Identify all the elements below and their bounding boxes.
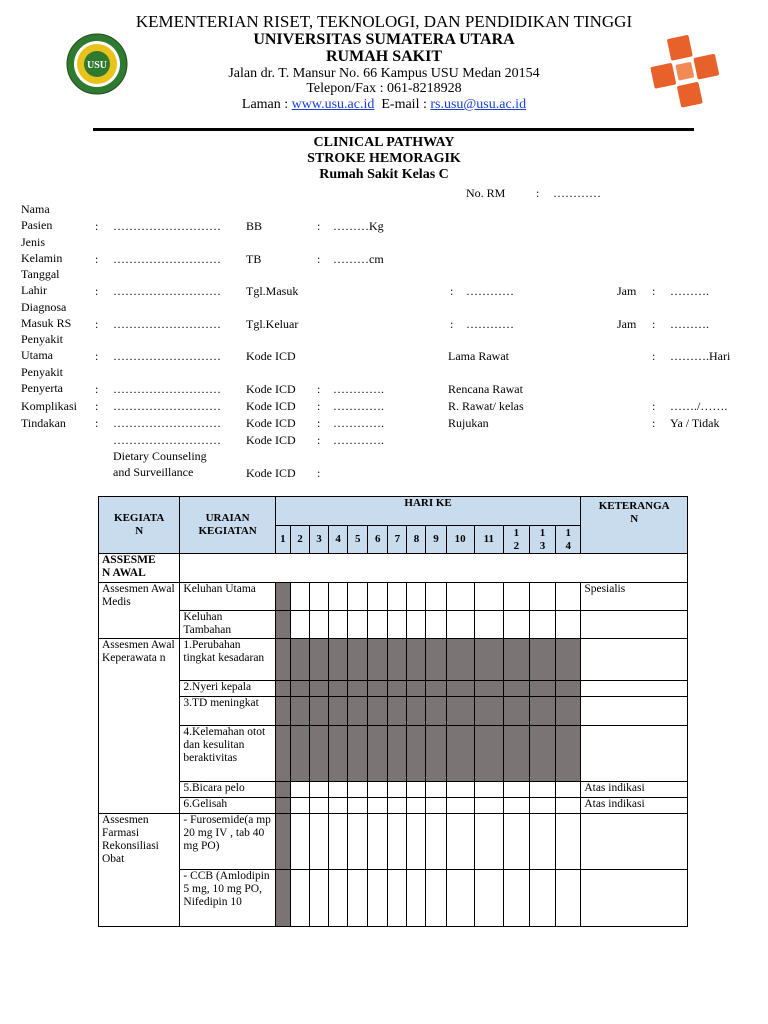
- day-cell[interactable]: [348, 611, 368, 639]
- day-cell[interactable]: [275, 870, 290, 927]
- day-cell[interactable]: [309, 639, 328, 681]
- day-cell[interactable]: [474, 639, 503, 681]
- clinical-pathway-table: [98, 496, 688, 927]
- day-cell[interactable]: [348, 681, 368, 697]
- day-cell[interactable]: [309, 814, 328, 870]
- keterangan-cell: [581, 870, 688, 927]
- day-cell[interactable]: [556, 697, 581, 726]
- uraian-cell: 6.Gelisah: [180, 798, 275, 814]
- day-cell[interactable]: [368, 681, 388, 697]
- day-cell[interactable]: [329, 726, 348, 782]
- colon: :: [652, 317, 656, 331]
- day-cell[interactable]: [368, 798, 388, 814]
- day-cell[interactable]: [290, 639, 309, 681]
- day-cell[interactable]: [348, 697, 368, 726]
- day-cell[interactable]: [348, 870, 368, 927]
- day-cell[interactable]: [529, 726, 555, 782]
- day-cell[interactable]: [503, 639, 529, 681]
- day-cell[interactable]: [529, 681, 555, 697]
- r-rawat-kelas-field[interactable]: ……./…….: [670, 399, 728, 413]
- day-cell[interactable]: [368, 782, 388, 798]
- ministry-name: KEMENTERIAN RISET, TEKNOLOGI, DAN PENDIDIKAN TINGGI: [135, 12, 633, 31]
- tgl-keluar-label: Tgl.Keluar: [246, 317, 299, 331]
- day-9: 9: [426, 526, 446, 554]
- day-cell[interactable]: [474, 798, 503, 814]
- tindakan-label: Tindakan: [21, 416, 66, 430]
- day-cell[interactable]: [446, 583, 474, 611]
- document-subtitle: STROKE HEMORAGIK: [307, 151, 461, 166]
- day-cell[interactable]: [407, 782, 426, 798]
- day-cell[interactable]: [348, 583, 368, 611]
- day-cell[interactable]: [309, 583, 328, 611]
- r-rawat-kelas-label: R. Rawat/ kelas: [448, 399, 524, 413]
- kegiatan-cell: Assesmen Awal Keperawata n: [99, 639, 180, 814]
- day-cell[interactable]: [388, 814, 407, 870]
- colon: :: [317, 433, 321, 447]
- table-row: [99, 726, 688, 782]
- rencana-rawat-label: Rencana Rawat: [448, 382, 523, 396]
- day-cell[interactable]: [309, 697, 328, 726]
- day-cell[interactable]: [407, 870, 426, 927]
- day-cell[interactable]: [529, 814, 555, 870]
- day-cell[interactable]: [446, 726, 474, 782]
- day-4: 4: [329, 526, 348, 554]
- keterangan-cell: [581, 697, 688, 726]
- table-row: [99, 870, 688, 927]
- day-cell[interactable]: [426, 798, 446, 814]
- day-cell[interactable]: [529, 798, 555, 814]
- day-cell[interactable]: [503, 870, 529, 927]
- colon: :: [450, 284, 454, 298]
- penyakit-penyerta-field[interactable]: ………………………: [113, 382, 221, 396]
- rujukan-label: Rujukan: [448, 416, 489, 430]
- tanggal-lahir-field[interactable]: ………………………: [113, 284, 221, 298]
- nama-pasien-field[interactable]: ………………………: [113, 219, 221, 233]
- jam-masuk-label: Jam: [617, 284, 637, 298]
- day-cell[interactable]: [388, 697, 407, 726]
- no-rm-field[interactable]: …………: [553, 186, 601, 200]
- day-cell[interactable]: [368, 611, 388, 639]
- header-kegiatan: KEGIATA N: [99, 497, 180, 554]
- day-cell[interactable]: [309, 681, 328, 697]
- header-keterangan: KETERANGA N: [581, 497, 688, 554]
- table-row: [99, 697, 688, 726]
- keterangan-cell: [581, 611, 688, 639]
- kegiatan-cell: Assesmen Farmasi Rekonsiliasi Obat: [99, 814, 180, 927]
- day-1: 1: [275, 526, 290, 554]
- day-cell[interactable]: [556, 870, 581, 927]
- day-cell[interactable]: [275, 814, 290, 870]
- day-cell[interactable]: [503, 814, 529, 870]
- tgl-masuk-label: Tgl.Masuk: [246, 284, 299, 298]
- day-cell[interactable]: [348, 726, 368, 782]
- day-cell[interactable]: [529, 782, 555, 798]
- day-cell[interactable]: [388, 870, 407, 927]
- colon: :: [652, 349, 656, 363]
- day-cell[interactable]: [290, 681, 309, 697]
- day-cell[interactable]: [503, 681, 529, 697]
- day-cell[interactable]: [407, 583, 426, 611]
- day-2: 2: [290, 526, 309, 554]
- day-cell[interactable]: [407, 611, 426, 639]
- day-cell[interactable]: [368, 583, 388, 611]
- day-cell[interactable]: [329, 611, 348, 639]
- colon: :: [317, 399, 321, 413]
- komplikasi-label: Komplikasi: [21, 399, 77, 413]
- day-cell[interactable]: [503, 611, 529, 639]
- colon: :: [95, 317, 99, 331]
- seal-initials: USU: [86, 60, 108, 71]
- day-cell[interactable]: [290, 697, 309, 726]
- day-3: 3: [309, 526, 328, 554]
- section-empty: [180, 554, 688, 583]
- uraian-cell: 3.TD meningkat: [180, 697, 275, 726]
- lama-rawat-field[interactable]: ……….Hari: [670, 349, 731, 363]
- diagnosa-masuk-label: Diagnosa Masuk RS: [21, 300, 72, 330]
- day-cell[interactable]: [275, 782, 290, 798]
- hospital-phone: Telepon/Fax : 061-8218928: [306, 81, 462, 96]
- day-cell[interactable]: [426, 681, 446, 697]
- day-cell[interactable]: [329, 583, 348, 611]
- no-rm-colon: :: [536, 186, 540, 200]
- website-link[interactable]: www.usu.ac.id: [291, 97, 375, 112]
- keterangan-cell: [581, 639, 688, 681]
- day-cell[interactable]: [426, 870, 446, 927]
- day-cell[interactable]: [503, 726, 529, 782]
- uraian-cell: - CCB (Amlodipin 5 mg, 10 mg PO, Nifedipin 10: [180, 870, 275, 927]
- day-cell[interactable]: [329, 814, 348, 870]
- day-cell[interactable]: [368, 870, 388, 927]
- day-cell[interactable]: [275, 726, 290, 782]
- no-rm-label: No. RM: [466, 186, 506, 200]
- colon: :: [95, 382, 99, 396]
- penyakit-utama-label: Penyakit Utama: [21, 332, 63, 362]
- web-label: Laman :: [241, 97, 292, 112]
- hospital-class: Rumah Sakit Kelas C: [319, 167, 449, 182]
- day-cell[interactable]: [446, 639, 474, 681]
- day-cell[interactable]: [446, 814, 474, 870]
- table-row: [99, 681, 688, 697]
- colon: :: [317, 382, 321, 396]
- hospital-address: Jalan dr. T. Mansur No. 66 Kampus USU Medan 20154: [228, 66, 540, 81]
- keterangan-cell: Spesialis: [581, 583, 688, 611]
- lama-rawat-label: Lama Rawat: [448, 349, 509, 363]
- day-cell[interactable]: [329, 782, 348, 798]
- colon: :: [652, 284, 656, 298]
- colon: :: [317, 466, 321, 480]
- kode-icd-label: Kode ICD: [246, 416, 296, 430]
- tgl-keluar-field[interactable]: …………: [466, 317, 514, 331]
- day-cell[interactable]: [329, 697, 348, 726]
- table-row: [99, 639, 688, 681]
- colon: :: [95, 399, 99, 413]
- day-7: 7: [388, 526, 407, 554]
- day-8: 8: [407, 526, 426, 554]
- tgl-masuk-field[interactable]: …………: [466, 284, 514, 298]
- uraian-cell: Keluhan Tambahan: [180, 611, 275, 639]
- day-cell[interactable]: [407, 726, 426, 782]
- kegiatan-cell: Assesmen Awal Medis: [99, 583, 180, 639]
- tanggal-lahir-label: Tanggal Lahir: [21, 267, 60, 297]
- day-cell[interactable]: [309, 611, 328, 639]
- day-12: 1 2: [503, 526, 529, 554]
- day-cell[interactable]: [529, 697, 555, 726]
- day-cell[interactable]: [329, 681, 348, 697]
- colon: :: [317, 252, 321, 266]
- day-cell[interactable]: [474, 870, 503, 927]
- day-cell[interactable]: [275, 798, 290, 814]
- section-assesmen-awal: ASSESME N AWAL: [99, 554, 180, 583]
- colon: :: [317, 416, 321, 430]
- colon: :: [95, 284, 99, 298]
- day-cell[interactable]: [348, 798, 368, 814]
- email-label: E-mail :: [374, 97, 431, 112]
- day-cell[interactable]: [474, 681, 503, 697]
- day-cell[interactable]: [474, 583, 503, 611]
- kode-icd-field[interactable]: ………….: [333, 382, 384, 396]
- header-uraian: URAIAN KEGIATAN: [180, 497, 275, 554]
- day-cell[interactable]: [556, 583, 581, 611]
- day-cell[interactable]: [503, 583, 529, 611]
- jam-masuk-field[interactable]: ……….: [670, 284, 709, 298]
- day-cell[interactable]: [556, 681, 581, 697]
- day-cell[interactable]: [368, 639, 388, 681]
- day-cell[interactable]: [348, 814, 368, 870]
- day-cell[interactable]: [275, 583, 290, 611]
- colon: :: [95, 349, 99, 363]
- penyakit-penyerta-label: Penyakit Penyerta: [21, 365, 63, 395]
- colon: :: [652, 416, 656, 430]
- keterangan-cell: Atas indikasi: [581, 782, 688, 798]
- jenis-kelamin-label: Jenis Kelamin: [21, 235, 63, 265]
- komplikasi-field[interactable]: ………………………: [113, 399, 221, 413]
- keterangan-cell: [581, 814, 688, 870]
- uraian-cell: 4.Kelemahan otot dan kesulitan beraktivitas: [180, 726, 275, 782]
- day-cell[interactable]: [290, 798, 309, 814]
- colon: :: [95, 416, 99, 430]
- day-cell[interactable]: [426, 782, 446, 798]
- day-cell[interactable]: [329, 870, 348, 927]
- rujukan-field[interactable]: Ya / Tidak: [670, 416, 720, 430]
- day-cell[interactable]: [426, 583, 446, 611]
- day-cell[interactable]: [388, 726, 407, 782]
- colon: :: [95, 252, 99, 266]
- day-cell[interactable]: [503, 782, 529, 798]
- kode-icd-label: Kode ICD: [246, 466, 296, 480]
- colon: :: [450, 317, 454, 331]
- day-cell[interactable]: [474, 814, 503, 870]
- uraian-cell: 2.Nyeri kepala: [180, 681, 275, 697]
- uraian-cell: - Furosemide(a mp 20 mg IV , tab 40 mg PO): [180, 814, 275, 870]
- day-cell[interactable]: [290, 870, 309, 927]
- day-cell[interactable]: [407, 697, 426, 726]
- colon: :: [652, 399, 656, 413]
- kode-icd-field[interactable]: ………….: [333, 416, 384, 430]
- day-cell[interactable]: [556, 726, 581, 782]
- day-cell[interactable]: [529, 583, 555, 611]
- header-hari-ke: HARI KE: [275, 497, 580, 526]
- kode-icd-label: Kode ICD: [246, 382, 296, 396]
- jam-keluar-label: Jam: [617, 317, 637, 331]
- day-cell[interactable]: [407, 639, 426, 681]
- kode-icd-label: Kode ICD: [246, 349, 296, 363]
- day-cell[interactable]: [329, 639, 348, 681]
- day-cell[interactable]: [368, 814, 388, 870]
- day-cell[interactable]: [503, 798, 529, 814]
- day-cell[interactable]: [446, 798, 474, 814]
- day-cell[interactable]: [275, 611, 290, 639]
- keterangan-cell: [581, 726, 688, 782]
- day-cell[interactable]: [556, 611, 581, 639]
- day-cell[interactable]: [275, 681, 290, 697]
- day-11: 11: [474, 526, 503, 554]
- day-cell[interactable]: [388, 681, 407, 697]
- day-cell[interactable]: [388, 639, 407, 681]
- table-row: [99, 814, 688, 870]
- day-5: 5: [348, 526, 368, 554]
- day-cell[interactable]: [426, 639, 446, 681]
- uraian-cell: Keluhan Utama: [180, 583, 275, 611]
- day-10: 10: [446, 526, 474, 554]
- day-cell[interactable]: [309, 726, 328, 782]
- day-cell[interactable]: [426, 814, 446, 870]
- day-cell[interactable]: [290, 583, 309, 611]
- document-title: CLINICAL PATHWAY: [313, 135, 455, 150]
- day-cell[interactable]: [426, 726, 446, 782]
- day-cell[interactable]: [446, 681, 474, 697]
- nama-pasien-label: Nama Pasien: [21, 202, 53, 232]
- hospital-name: RUMAH SAKIT: [325, 48, 442, 65]
- day-cell[interactable]: [388, 782, 407, 798]
- day-cell[interactable]: [388, 611, 407, 639]
- day-cell[interactable]: [556, 798, 581, 814]
- tindakan-field-2[interactable]: ………………………: [113, 433, 221, 447]
- keterangan-cell: Atas indikasi: [581, 798, 688, 814]
- day-cell[interactable]: [474, 726, 503, 782]
- day-cell[interactable]: [529, 639, 555, 681]
- day-cell[interactable]: [446, 782, 474, 798]
- day-cell[interactable]: [275, 639, 290, 681]
- day-cell[interactable]: [329, 798, 348, 814]
- bb-label: BB: [246, 219, 263, 233]
- table-row: [99, 583, 688, 611]
- header-divider: [93, 128, 694, 131]
- table-row: [99, 611, 688, 639]
- day-cell[interactable]: [474, 697, 503, 726]
- table-row: [99, 798, 688, 814]
- kode-icd-field[interactable]: ………….: [333, 433, 384, 447]
- day-cell[interactable]: [290, 611, 309, 639]
- keterangan-cell: [581, 681, 688, 697]
- day-cell[interactable]: [388, 583, 407, 611]
- uraian-cell: 5.Bicara pelo: [180, 782, 275, 798]
- day-cell[interactable]: [368, 726, 388, 782]
- tb-field[interactable]: ………cm: [333, 252, 384, 266]
- day-cell[interactable]: [407, 814, 426, 870]
- diagnosa-masuk-field[interactable]: ………………………: [113, 317, 221, 331]
- day-cell[interactable]: [503, 697, 529, 726]
- kode-icd-label: Kode ICD: [246, 433, 296, 447]
- tb-label: TB: [246, 252, 262, 266]
- colon: :: [95, 219, 99, 233]
- table-row: [99, 782, 688, 798]
- day-cell[interactable]: [474, 611, 503, 639]
- day-cell[interactable]: [556, 782, 581, 798]
- bb-field[interactable]: ………Kg: [333, 219, 384, 233]
- hospital-cross-logo: [646, 30, 726, 119]
- day-cell[interactable]: [309, 782, 328, 798]
- university-name: UNIVERSITAS SUMATERA UTARA: [253, 31, 515, 48]
- day-cell[interactable]: [529, 870, 555, 927]
- day-cell[interactable]: [446, 611, 474, 639]
- day-cell[interactable]: [556, 814, 581, 870]
- day-cell[interactable]: [348, 782, 368, 798]
- day-cell[interactable]: [388, 798, 407, 814]
- colon: :: [317, 219, 321, 233]
- day-cell[interactable]: [290, 814, 309, 870]
- dietary-counseling-label: Dietary Counseling and Surveillance: [113, 449, 207, 479]
- email-link[interactable]: rs.usu@usu.ac.id: [430, 97, 527, 112]
- day-cell[interactable]: [426, 611, 446, 639]
- kode-icd-field[interactable]: ………….: [333, 399, 384, 413]
- day-cell[interactable]: [474, 782, 503, 798]
- kode-icd-label: Kode ICD: [246, 399, 296, 413]
- day-cell[interactable]: [426, 697, 446, 726]
- tindakan-field[interactable]: ………………………: [113, 416, 221, 430]
- day-cell[interactable]: [348, 639, 368, 681]
- day-cell[interactable]: [407, 798, 426, 814]
- day-cell[interactable]: [309, 870, 328, 927]
- penyakit-utama-field[interactable]: ………………………: [113, 349, 221, 363]
- day-cell[interactable]: [556, 639, 581, 681]
- day-cell[interactable]: [446, 870, 474, 927]
- day-cell[interactable]: [446, 697, 474, 726]
- day-cell[interactable]: [407, 681, 426, 697]
- day-cell[interactable]: [529, 611, 555, 639]
- jam-keluar-field[interactable]: ……….: [670, 317, 709, 331]
- day-cell[interactable]: [290, 782, 309, 798]
- day-cell[interactable]: [290, 726, 309, 782]
- day-cell[interactable]: [309, 798, 328, 814]
- day-14: 1 4: [556, 526, 581, 554]
- day-6: 6: [368, 526, 388, 554]
- jenis-kelamin-field[interactable]: ………………………: [113, 252, 221, 266]
- uraian-cell: 1.Perubahan tingkat kesadaran: [180, 639, 275, 681]
- day-13: 1 3: [529, 526, 555, 554]
- day-cell[interactable]: [275, 697, 290, 726]
- day-cell[interactable]: [368, 697, 388, 726]
